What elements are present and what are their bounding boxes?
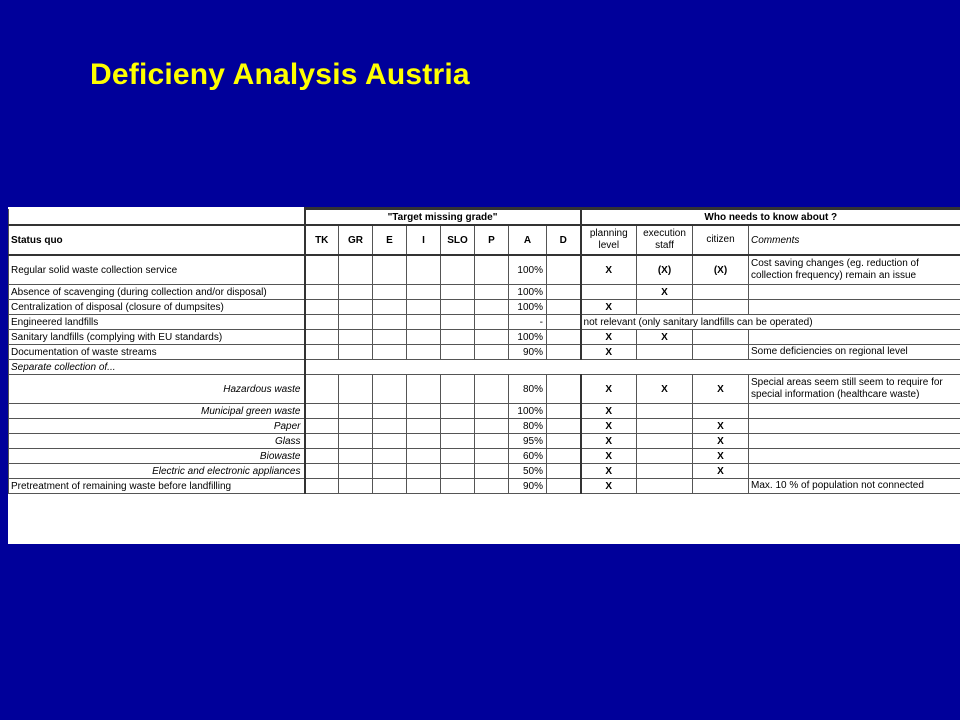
grade-cell — [339, 434, 373, 449]
grade-cell — [441, 345, 475, 360]
planning-mark: X — [581, 449, 637, 464]
planning-mark: X — [581, 419, 637, 434]
grade-cell — [441, 419, 475, 434]
group-header-row — [9, 209, 960, 226]
table-row — [9, 360, 960, 375]
grade-cell — [475, 300, 509, 315]
citizen-mark — [693, 285, 749, 300]
citizen-mark — [693, 330, 749, 345]
table-row — [9, 300, 960, 315]
grade-cell — [305, 300, 339, 315]
citizen-mark — [693, 404, 749, 419]
col-citizen-header: citizen — [693, 225, 749, 255]
col-p-header: P — [475, 225, 509, 255]
execution-mark — [637, 300, 693, 315]
col-i-header: I — [407, 225, 441, 255]
planning-mark: X — [581, 375, 637, 404]
grade-cell — [407, 315, 441, 330]
grade-cell — [475, 285, 509, 300]
row-label: Separate collection of... — [9, 360, 305, 375]
planning-mark: X — [581, 330, 637, 345]
execution-mark: (X) — [637, 255, 693, 285]
grade-cell — [475, 419, 509, 434]
planning-mark: X — [581, 345, 637, 360]
grade-cell — [373, 300, 407, 315]
row-label: Engineered landfills — [9, 315, 305, 330]
table-row — [9, 434, 960, 449]
grade-cell — [373, 464, 407, 479]
citizen-mark — [693, 300, 749, 315]
grade-cell — [547, 375, 581, 404]
grade-a-value: 100% — [509, 255, 547, 285]
col-comments-header: Comments — [749, 225, 960, 255]
grade-cell — [373, 255, 407, 285]
grade-cell — [441, 449, 475, 464]
planning-mark: X — [581, 479, 637, 494]
grade-cell — [373, 404, 407, 419]
grade-cell — [475, 330, 509, 345]
grade-cell — [305, 255, 339, 285]
table-row — [9, 419, 960, 434]
row-label: Municipal green waste — [9, 404, 305, 419]
grade-cell — [407, 479, 441, 494]
execution-mark: X — [637, 330, 693, 345]
table-row — [9, 404, 960, 419]
grade-cell — [339, 449, 373, 464]
citizen-mark — [693, 345, 749, 360]
comment-cell — [749, 434, 960, 449]
empty-header-cell — [9, 209, 305, 226]
grade-a-value: 100% — [509, 404, 547, 419]
row-label: Biowaste — [9, 449, 305, 464]
grade-cell — [547, 315, 581, 330]
citizen-mark — [693, 479, 749, 494]
deficiency-table-image — [8, 207, 960, 544]
grade-cell — [339, 345, 373, 360]
row-label: Centralization of disposal (closure of dumpsites) — [9, 300, 305, 315]
row-label: Glass — [9, 434, 305, 449]
grade-cell — [373, 315, 407, 330]
execution-mark — [637, 449, 693, 464]
grade-cell — [339, 285, 373, 300]
table-row — [9, 375, 960, 404]
row-label: Hazardous waste — [9, 375, 305, 404]
grade-cell — [441, 300, 475, 315]
grade-cell — [305, 375, 339, 404]
row-label: Pretreatment of remaining waste before landfilling — [9, 479, 305, 494]
grade-cell — [547, 345, 581, 360]
row-label: Regular solid waste collection service — [9, 255, 305, 285]
grade-cell — [305, 434, 339, 449]
grade-a-value: 100% — [509, 285, 547, 300]
table-row — [9, 345, 960, 360]
table-row — [9, 330, 960, 345]
grade-cell — [407, 300, 441, 315]
grade-cell — [339, 404, 373, 419]
grade-cell — [547, 285, 581, 300]
grade-cell — [339, 464, 373, 479]
execution-mark — [637, 345, 693, 360]
grade-cell — [339, 330, 373, 345]
grade-cell — [407, 464, 441, 479]
table-row — [9, 285, 960, 300]
grade-cell — [547, 464, 581, 479]
grade-cell — [373, 330, 407, 345]
grade-cell — [305, 464, 339, 479]
grade-a-value: 90% — [509, 479, 547, 494]
grade-cell — [441, 404, 475, 419]
planning-mark — [581, 285, 637, 300]
citizen-mark: X — [693, 434, 749, 449]
grade-cell — [407, 404, 441, 419]
col-e-header: E — [373, 225, 407, 255]
table-row — [9, 449, 960, 464]
col-execution-header: execution staff — [637, 225, 693, 255]
grade-cell — [373, 449, 407, 464]
col-gr-header: GR — [339, 225, 373, 255]
row-note: not relevant (only sanitary landfills can be operated) — [581, 315, 960, 330]
grade-cell — [373, 345, 407, 360]
col-status-header: Status quo — [9, 225, 305, 255]
grade-cell — [373, 419, 407, 434]
grade-cell — [547, 300, 581, 315]
grade-cell — [407, 330, 441, 345]
grade-cell — [305, 285, 339, 300]
grade-cell — [407, 285, 441, 300]
planning-mark: X — [581, 434, 637, 449]
grade-cell — [407, 419, 441, 434]
grade-a-value: - — [509, 315, 547, 330]
grade-cell — [339, 300, 373, 315]
grade-cell — [339, 479, 373, 494]
grade-a-value: 90% — [509, 345, 547, 360]
grade-cell — [305, 419, 339, 434]
grade-cell — [547, 255, 581, 285]
col-tk-header: TK — [305, 225, 339, 255]
page-title: Deficieny Analysis Austria — [90, 58, 470, 91]
citizen-mark: X — [693, 464, 749, 479]
table-row — [9, 315, 960, 330]
table-row — [9, 464, 960, 479]
execution-mark — [637, 434, 693, 449]
grade-cell — [547, 479, 581, 494]
grade-cell — [373, 479, 407, 494]
comment-cell: Cost saving changes (eg. reduction of collection frequency) remain an issue — [749, 255, 960, 285]
citizen-mark: X — [693, 419, 749, 434]
citizen-mark: X — [693, 449, 749, 464]
planning-mark: X — [581, 255, 637, 285]
grade-a-value: 100% — [509, 300, 547, 315]
row-label: Documentation of waste streams — [9, 345, 305, 360]
grade-cell — [339, 375, 373, 404]
grade-cell — [547, 449, 581, 464]
grade-cell — [441, 375, 475, 404]
grade-cell — [305, 315, 339, 330]
comment-cell: Special areas seem still seem to require for special information (healthcare waste) — [749, 375, 960, 404]
grade-cell — [547, 419, 581, 434]
grade-cell — [441, 330, 475, 345]
execution-mark — [637, 479, 693, 494]
grade-cell — [373, 375, 407, 404]
execution-mark — [637, 419, 693, 434]
grade-cell — [441, 315, 475, 330]
grade-cell — [475, 434, 509, 449]
grade-cell — [475, 375, 509, 404]
citizen-mark: (X) — [693, 255, 749, 285]
grade-cell — [441, 285, 475, 300]
grade-cell — [475, 404, 509, 419]
comment-cell — [749, 285, 960, 300]
comment-cell — [749, 330, 960, 345]
planning-mark: X — [581, 300, 637, 315]
grade-cell — [475, 315, 509, 330]
execution-mark: X — [637, 375, 693, 404]
execution-mark — [637, 464, 693, 479]
column-header-row — [9, 225, 960, 255]
comment-cell: Max. 10 % of population not connected — [749, 479, 960, 494]
grade-cell — [305, 404, 339, 419]
group-target-header: "Target missing grade" — [305, 209, 581, 226]
grade-cell — [305, 345, 339, 360]
col-slo-header: SLO — [441, 225, 475, 255]
category-spacer — [305, 360, 960, 375]
grade-cell — [407, 449, 441, 464]
grade-cell — [305, 479, 339, 494]
grade-a-value: 50% — [509, 464, 547, 479]
grade-cell — [547, 434, 581, 449]
grade-cell — [441, 255, 475, 285]
grade-a-value: 60% — [509, 449, 547, 464]
grade-cell — [407, 345, 441, 360]
grade-cell — [305, 330, 339, 345]
grade-cell — [547, 330, 581, 345]
grade-cell — [475, 255, 509, 285]
planning-mark: X — [581, 464, 637, 479]
deficiency-table — [8, 207, 960, 494]
row-label: Paper — [9, 419, 305, 434]
grade-a-value: 80% — [509, 375, 547, 404]
comment-cell: Some deficiencies on regional level — [749, 345, 960, 360]
grade-cell — [475, 345, 509, 360]
group-who-header: Who needs to know about ? — [581, 209, 960, 226]
grade-cell — [339, 315, 373, 330]
planning-mark: X — [581, 404, 637, 419]
grade-cell — [339, 255, 373, 285]
row-label: Absence of scavenging (during collection and/or disposal) — [9, 285, 305, 300]
table-row — [9, 479, 960, 494]
execution-mark — [637, 404, 693, 419]
grade-cell — [373, 434, 407, 449]
comment-cell — [749, 464, 960, 479]
citizen-mark: X — [693, 375, 749, 404]
col-a-header: A — [509, 225, 547, 255]
comment-cell — [749, 449, 960, 464]
comment-cell — [749, 300, 960, 315]
grade-cell — [547, 404, 581, 419]
table-row — [9, 255, 960, 285]
row-label: Electric and electronic appliances — [9, 464, 305, 479]
col-d-header: D — [547, 225, 581, 255]
grade-cell — [475, 479, 509, 494]
grade-cell — [441, 479, 475, 494]
grade-cell — [475, 464, 509, 479]
grade-a-value: 100% — [509, 330, 547, 345]
grade-cell — [407, 434, 441, 449]
row-label: Sanitary landfills (complying with EU standards) — [9, 330, 305, 345]
grade-cell — [441, 464, 475, 479]
grade-cell — [373, 285, 407, 300]
execution-mark: X — [637, 285, 693, 300]
grade-a-value: 95% — [509, 434, 547, 449]
grade-a-value: 80% — [509, 419, 547, 434]
grade-cell — [441, 434, 475, 449]
grade-cell — [407, 375, 441, 404]
comment-cell — [749, 419, 960, 434]
grade-cell — [475, 449, 509, 464]
grade-cell — [339, 419, 373, 434]
grade-cell — [305, 449, 339, 464]
comment-cell — [749, 404, 960, 419]
grade-cell — [407, 255, 441, 285]
col-planning-header: planning level — [581, 225, 637, 255]
